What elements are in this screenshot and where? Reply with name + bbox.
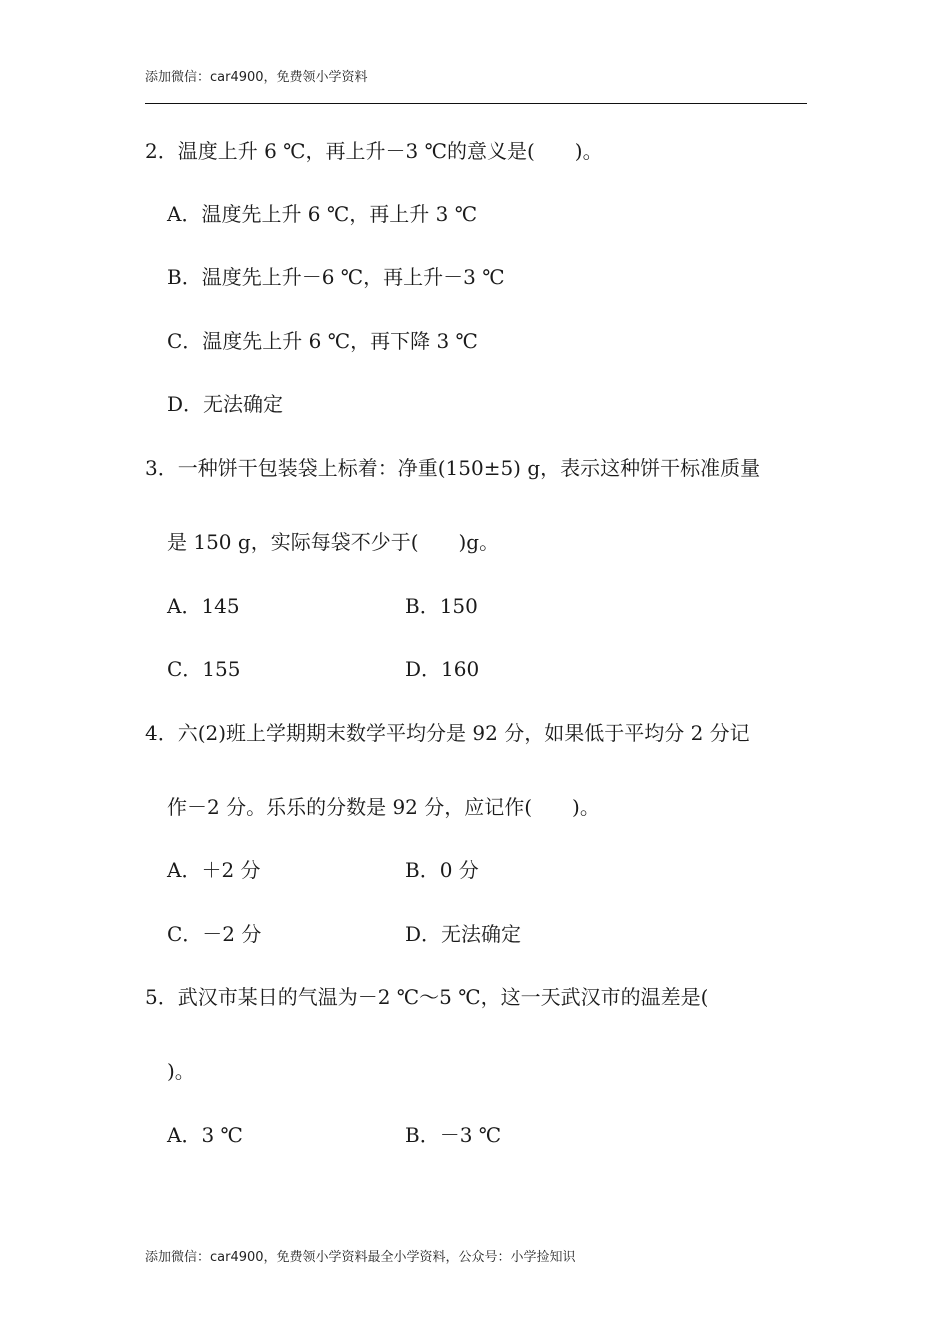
question-5-option-a: A．3 ℃ <box>167 1123 243 1147</box>
question-3-option-a: A．145 <box>167 594 240 618</box>
question-2-stem: 2．温度上升 6 ℃，再上升－3 ℃的意义是( )。 <box>145 139 603 163</box>
question-4-option-b: B．0 分 <box>405 858 479 882</box>
question-3-option-c: C．155 <box>167 657 241 681</box>
question-3-stem: 3．一种饼干包装袋上标着：净重(150±5) g，表示这种饼干标准质量 <box>145 456 761 480</box>
header-divider <box>145 103 807 104</box>
question-4-stem: 4．六(2)班上学期期末数学平均分是 92 分，如果低于平均分 2 分记 <box>145 721 750 745</box>
question-4-option-c: C．－2 分 <box>167 922 262 946</box>
page-header: 添加微信：car4900，免费领小学资料 <box>145 70 368 85</box>
page-footer: 添加微信：car4900，免费领小学资料最全小学资料，公众号：小学捡知识 <box>145 1250 576 1265</box>
question-5-stem-continued: )。 <box>167 1059 195 1083</box>
question-2-option-d: D．无法确定 <box>167 392 284 416</box>
question-5-stem: 5．武汉市某日的气温为－2 ℃～5 ℃，这一天武汉市的温差是( <box>145 985 709 1009</box>
question-2-option-a: A．温度先上升 6 ℃，再上升 3 ℃ <box>167 202 478 226</box>
question-3-option-b: B．150 <box>405 594 478 618</box>
question-2-option-b: B．温度先上升－6 ℃，再上升－3 ℃ <box>167 265 505 289</box>
question-3-stem-continued: 是 150 g，实际每袋不少于( )g。 <box>167 530 500 554</box>
question-3-option-d: D．160 <box>405 657 480 681</box>
question-5-option-b: B．－3 ℃ <box>405 1123 502 1147</box>
question-4-stem-continued: 作－2 分。乐乐的分数是 92 分，应记作( )。 <box>167 795 600 819</box>
question-2-option-c: C．温度先上升 6 ℃，再下降 3 ℃ <box>167 329 478 353</box>
question-4-option-d: D．无法确定 <box>405 922 522 946</box>
question-4-option-a: A．＋2 分 <box>167 858 261 882</box>
